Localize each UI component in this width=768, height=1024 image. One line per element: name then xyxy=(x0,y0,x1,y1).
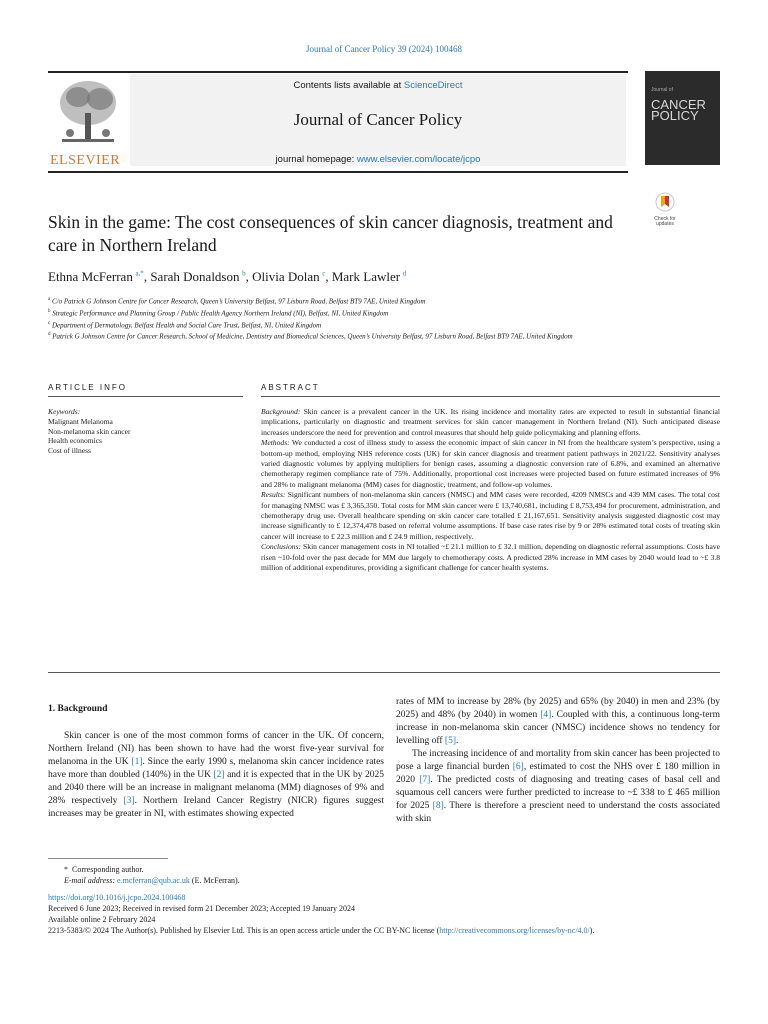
doi-link[interactable]: https://doi.org/10.1016/j.jcpo.2024.100468 xyxy=(48,893,186,902)
sciencedirect-link[interactable]: ScienceDirect xyxy=(403,80,463,91)
citation-link[interactable]: [2] xyxy=(213,770,225,780)
abstract-body xyxy=(261,407,720,574)
abstract-conclusions: Conclusions: Skin cancer management costs in NI totalled ~£ 21.1 million to £ 32.1 million, depending on diagnostic referral assumptions. Costs have risen ~10-fold over the past decade for MM due largely to chemotherapy costs. A predicted 28% increase in MM cases by 2040 would lead to ~£ 3.8 million of additional expenditures, providing a significant challenge for cancer health systems. xyxy=(261,542,720,573)
author-name[interactable]: Olivia Dolan xyxy=(252,269,320,284)
journal-info-panel xyxy=(130,74,626,166)
article-title: Skin in the game: The cost consequences of skin cancer diagnosis, treatment and care in Northern Ireland xyxy=(48,212,613,255)
affiliation: $^c$ Department of Dermatology, Belfast Health and Social Care Trust, Belfast, NI, United Kingdom xyxy=(48,320,322,329)
header-top-rule xyxy=(48,71,628,73)
affiliation: $^a$ C/o Patrick G Johnson Centre for Cancer Research, Queen’s University Belfast, 97 Lisburn Road, Belfast BT9 7AE, United Kingdom xyxy=(48,297,426,306)
contents-line xyxy=(130,80,626,91)
license-statement: 2213-5383/© 2024 The Author(s). Published by Elsevier Ltd. This is an open access article under the CC BY-NC license (http://creativecommons.org/licenses/by-nc/4.0/). xyxy=(48,926,595,935)
article-info-label: ARTICLE INFO xyxy=(48,383,127,392)
author-name[interactable]: Mark Lawler xyxy=(331,269,401,284)
keyword-list xyxy=(48,417,130,455)
journal-title: Journal of Cancer Policy xyxy=(293,110,463,129)
abstract-methods: Methods: We conducted a cost of illness study to assess the economic impact of skin cancer in NI from the healthcare system’s perspective, using a bottom-up method, employing NHS reference costs (UK) for skin cancer diagnosis and treatment patient pathways in 2021/22. Sensitivity analyses varied diagnostic volumes by applying multipliers for benign cases, assuming a diagnostic conversion rate of 6.8%, and examined an alternative chemotherapy regimen compliance rate of 75%. Additionally, proportional cost increases were projected based on future estimated increases of 9% and 28% to malignant melanoma (MM) cases for diagnostic, treatment, and follow-up volumes. xyxy=(261,438,720,489)
footnote-rule xyxy=(48,858,168,859)
citation-link[interactable]: [5] xyxy=(444,736,456,746)
homepage-link[interactable]: www.elsevier.com/locate/jcpo xyxy=(356,154,481,165)
available-online: Available online 2 February 2024 xyxy=(48,915,156,924)
elsevier-logo[interactable] xyxy=(48,75,126,167)
citation-link[interactable]: [3] xyxy=(123,796,135,806)
author-name[interactable]: Sarah Donaldson xyxy=(150,269,240,284)
journal-cover-image[interactable] xyxy=(645,71,720,165)
license-link[interactable]: http://creativecommons.org/licenses/by-nc/4.0/ xyxy=(439,926,590,935)
homepage-prefix: journal homepage: xyxy=(275,154,357,165)
citation-link[interactable]: [1] xyxy=(131,757,143,767)
abstract-label: ABSTRACT xyxy=(261,383,320,392)
email-link[interactable]: e.mcferran@qub.ac.uk xyxy=(117,876,190,885)
journal-header xyxy=(48,71,720,175)
abstract-results: Results: Significant numbers of non-melanoma skin cancers (NMSC) and MM cases were recorded, 4209 NMSCs and 439 MM cases. The total cost for managing NMSC was £ 3,365,350. Total costs for MM skin cancer were £ 13,740,681, including £ 8,753,494 for procurement, administration, and chemotherapy drug use. Overall healthcare spending on skin cancer care totalled £ 21,167,651. Sensitivity analysis suggested diagnostic cost may increase significantly to £ 12,374,478 based on referral volume assumptions. If base case rates rise by 9 or 28% estimated total costs of treating skin cancer will increase to £ 22.3 million and £ 24.9 million, respectively. xyxy=(261,490,720,541)
article-info-rule xyxy=(48,396,243,397)
author-marks[interactable]: d xyxy=(402,269,407,278)
header-bottom-rule xyxy=(48,171,628,173)
citation-link[interactable]: [8] xyxy=(432,801,444,811)
contents-prefix: Contents lists available at xyxy=(293,80,404,91)
keyword: Cost of illness xyxy=(48,445,91,455)
received-dates: Received 6 June 2023; Received in revised form 21 December 2023; Accepted 19 January 2024 xyxy=(48,904,356,913)
body-right-column xyxy=(396,696,720,826)
homepage-line xyxy=(130,154,626,165)
elsevier-wordmark: ELSEVIER xyxy=(50,153,121,168)
keyword: Malignant Melanoma xyxy=(48,417,113,426)
abstract-rule xyxy=(261,396,720,397)
cover-small-text: Journal of xyxy=(651,87,673,93)
author-marks[interactable]: b xyxy=(242,269,246,278)
body-paragraph: Skin cancer is one of the most common forms of cancer in the UK. Of concern, Northern Ireland (NI) has been shown to have had the worst five-year survival for melanoma in the UK [1]. Since the early 1990 s, melanoma skin cancer incidence rates have more than doubled (140%) in the UK [2] and it is expected that in the UK by 2025 and 2040 there will be an increase in malignant melanoma (MM) diagnoses of 9% and 28% respectively [3]. Northern Ireland Cancer Registry (NICR) figures suggest increases may be greater in NI, with estimates showing expected xyxy=(48,731,384,819)
citation-link[interactable]: [7] xyxy=(419,775,431,785)
author-marks[interactable]: a,* xyxy=(135,269,144,278)
author-marks[interactable]: c xyxy=(322,269,326,278)
author-name[interactable]: Ethna McFerran xyxy=(48,269,133,284)
footnotes xyxy=(48,864,720,936)
section-heading-background: 1. Background xyxy=(48,704,108,714)
affiliation: $^b$ Strategic Performance and Planning Group / Public Health Agency Northern Ireland (NI), Belfast, NI, United Kingdom xyxy=(48,308,389,318)
corresponding-author-note: * Corresponding author. xyxy=(64,865,144,874)
email-note: E-mail address: e.mcferran@qub.ac.uk (E. McFerran). xyxy=(64,876,240,885)
affiliations xyxy=(48,295,668,342)
keywords-heading: Keywords: xyxy=(48,407,81,416)
cover-title: CANCER POLICY xyxy=(651,97,706,123)
check-updates-label: Check for updates xyxy=(654,216,676,227)
check-for-updates-badge[interactable] xyxy=(648,192,682,228)
abstract-bottom-rule xyxy=(48,672,720,673)
journal-citation[interactable]: Journal of Cancer Policy 39 (2024) 100468 xyxy=(306,44,462,54)
body-left-column xyxy=(48,730,384,821)
elsevier-tree-icon xyxy=(56,77,120,147)
body-paragraph: rates of MM to increase by 28% (by 2025) and 65% (by 2040) in men and 23% (by 2025) and 48% (by 2040) in women [4]. Coupled with this, a continuous long-term increase in non-melanoma skin cancer (NMSC) incidence shows no tendency for levelling off [5]. xyxy=(396,697,720,746)
author-list: Ethna McFerran $^{a,*}$, Sarah Donaldson $^b$, Olivia Dolan $^c$, Mark Lawler $^d$ xyxy=(48,269,407,284)
abstract-background: Background: Skin cancer is a prevalent cancer in the UK. Its rising incidence and mortality rates are expected to result in substantial financial implications, particularly on diagnostic and treatment services for skin cancer management in Northern Ireland (NI). Such anticipated disease increases underscore the need for prevention and control measures that should help guide policymaking and planning efforts. xyxy=(261,407,720,437)
citation-link[interactable]: [6] xyxy=(512,762,524,772)
body-paragraph: The increasing incidence of and mortality from skin cancer has been projected to pose a large financial burden [6], estimated to cost the NHS over £ 180 million in 2020 [7]. The predicted costs of diagnosing and treating cases of basal cell and squamous cell cancers were further predicted to increase to ~£ 338 to £ 465 million for 2025 [8]. There is therefore a prescient need to understand the costs associated with skin xyxy=(396,749,721,824)
keyword: Non-melanoma skin cancer xyxy=(48,426,131,436)
keyword: Health economics xyxy=(48,436,102,445)
affiliation: $^d$ Patrick G Johnson Centre for Cancer Research, School of Medicine, Dentistry and Biomedical Sciences, Queen’s University Belfast, 97 Lisburn Road, Belfast BT9 7AE, United Kingdom xyxy=(48,332,573,341)
citation-link[interactable]: [4] xyxy=(540,710,552,720)
check-updates-icon xyxy=(655,192,675,212)
